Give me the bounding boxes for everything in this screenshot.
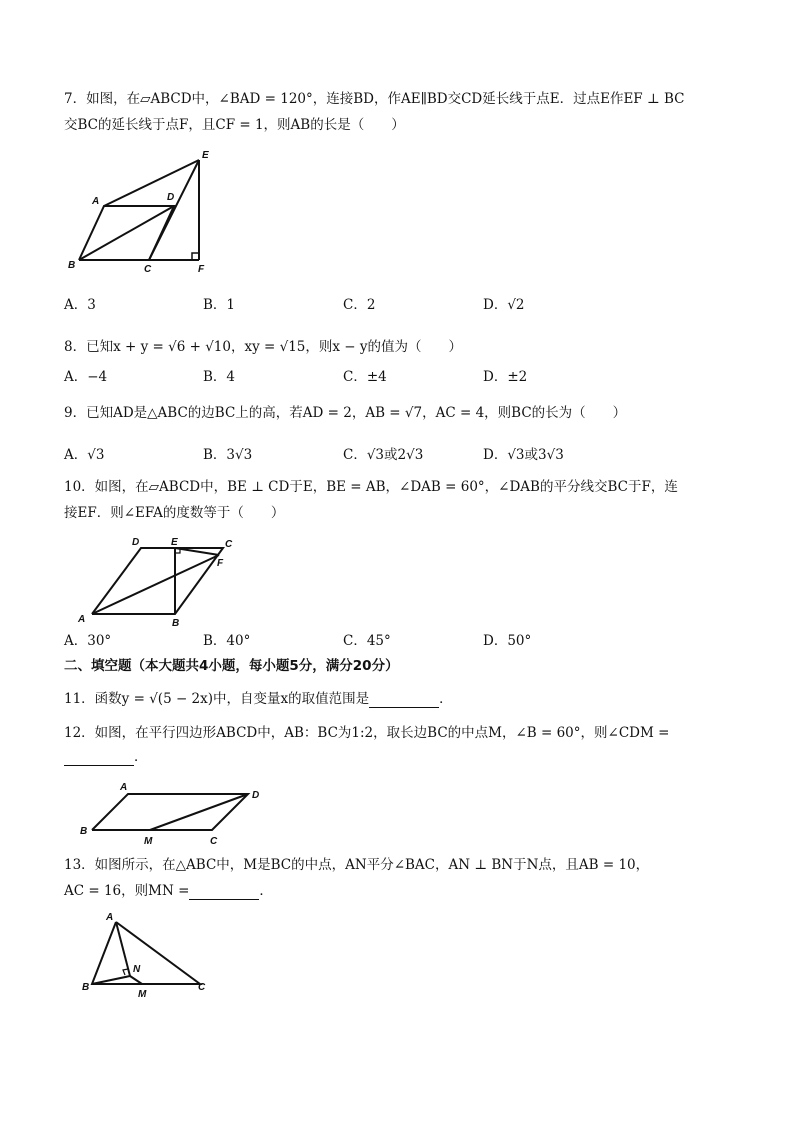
- q12-answer-blank[interactable]: [64, 751, 134, 766]
- q10-label-d: D: [132, 537, 140, 548]
- q9-option-a[interactable]: A．√3: [64, 447, 105, 463]
- q12-label-m: M: [144, 836, 153, 847]
- q12-label-d: D: [252, 790, 260, 801]
- q7-label-d: D: [167, 192, 175, 203]
- q13-label-c: C: [198, 982, 206, 993]
- q13-answer-blank[interactable]: [189, 885, 259, 900]
- q7-stem-line2: 交BC的延长线于点F，且CF = 1，则AB的长是（ ）: [64, 117, 405, 133]
- q11-prefix: 11．函数y = √(5 − 2x)中，自变量x的取值范围是: [64, 691, 370, 707]
- q11-suffix: ．: [439, 691, 453, 707]
- q12-stem-line2: [64, 748, 148, 766]
- q12-figure: [72, 778, 272, 854]
- q8-option-b[interactable]: B．4: [203, 369, 236, 385]
- q7-label-c: C: [144, 264, 152, 275]
- q7-option-b[interactable]: B．1: [203, 297, 236, 313]
- q9-stem: 9．已知AD是△ABC的边BC上的高，若AD = 2，AB = √7，AC = 4，则BC的长为（ ）: [64, 405, 627, 421]
- q7-option-d[interactable]: D．√2: [483, 297, 525, 313]
- q13-figure: [76, 908, 216, 1004]
- q13-label-a: A: [106, 912, 114, 923]
- q13-stem-line1: 13．如图所示，在△ABC中，M是BC的中点，AN平分∠BAC，AN ⊥ BN于N点，且AB = 10，: [64, 857, 650, 873]
- q8-option-c[interactable]: C．±4: [343, 369, 387, 385]
- q10-label-c: C: [225, 539, 233, 550]
- q11-stem: [64, 690, 453, 708]
- q9-option-c[interactable]: C．√3或2√3: [343, 447, 424, 463]
- q10-figure: [68, 532, 248, 634]
- q7-stem-line1: 7．如图，在▱ABCD中，∠BAD = 120°，连接BD，作AE∥BD交CD延长线于点E．过点E作EF ⊥ BC: [64, 91, 685, 107]
- q10-label-a: A: [78, 614, 86, 625]
- q12-label-b: B: [80, 826, 88, 837]
- q12-label-a: A: [120, 782, 128, 793]
- q13-label-m: M: [138, 989, 147, 1000]
- q9-option-b[interactable]: B．3√3: [203, 447, 253, 463]
- q7-option-c[interactable]: C．2: [343, 297, 376, 313]
- q8-stem: 8．已知x + y = √6 + √10，xy = √15，则x − y的值为（ ）: [64, 339, 463, 355]
- q12-stem-line1: 12．如图，在平行四边形ABCD中，AB：BC为1:2，取长边BC的中点M，∠B = 60°，则∠CDM =: [64, 725, 670, 741]
- q8-option-d[interactable]: D．±2: [483, 369, 528, 385]
- q7-option-a[interactable]: A．3: [64, 297, 96, 313]
- q7-label-a: A: [92, 196, 100, 207]
- q10-stem-line1: 10．如图，在▱ABCD中，BE ⊥ CD于E，BE = AB，∠DAB = 60°，∠DAB的平分线交BC于F，连: [64, 479, 678, 495]
- q13-label-n: N: [133, 964, 141, 975]
- q8-option-a[interactable]: A．−4: [64, 369, 108, 385]
- q10-option-d[interactable]: D．50°: [483, 633, 532, 649]
- q7-label-f: F: [198, 264, 205, 275]
- q13-label-b: B: [82, 982, 90, 993]
- q10-stem-line2: 接EF．则∠EFA的度数等于（ ）: [64, 505, 285, 521]
- q10-label-b: B: [172, 618, 180, 629]
- q13-line2-prefix: AC = 16，则MN =: [64, 883, 190, 899]
- q7-label-b: B: [68, 260, 76, 271]
- q10-label-e: E: [171, 537, 178, 548]
- q7-label-e: E: [202, 150, 209, 161]
- q11-answer-blank[interactable]: [369, 693, 439, 708]
- q10-option-a[interactable]: A．30°: [64, 633, 112, 649]
- q10-label-f: F: [217, 558, 224, 569]
- q12-label-c: C: [210, 836, 218, 847]
- section-fill-in-heading: 二、填空题（本大题共4小题，每小题5分，满分20分）: [64, 658, 399, 674]
- q12-suffix: ．: [134, 749, 148, 765]
- q10-option-b[interactable]: B．40°: [203, 633, 251, 649]
- q9-option-d[interactable]: D．√3或3√3: [483, 447, 564, 463]
- q13-suffix: ．: [259, 883, 273, 899]
- q7-figure: [60, 142, 220, 281]
- q13-stem-line2: [64, 882, 273, 900]
- q10-option-c[interactable]: C．45°: [343, 633, 391, 649]
